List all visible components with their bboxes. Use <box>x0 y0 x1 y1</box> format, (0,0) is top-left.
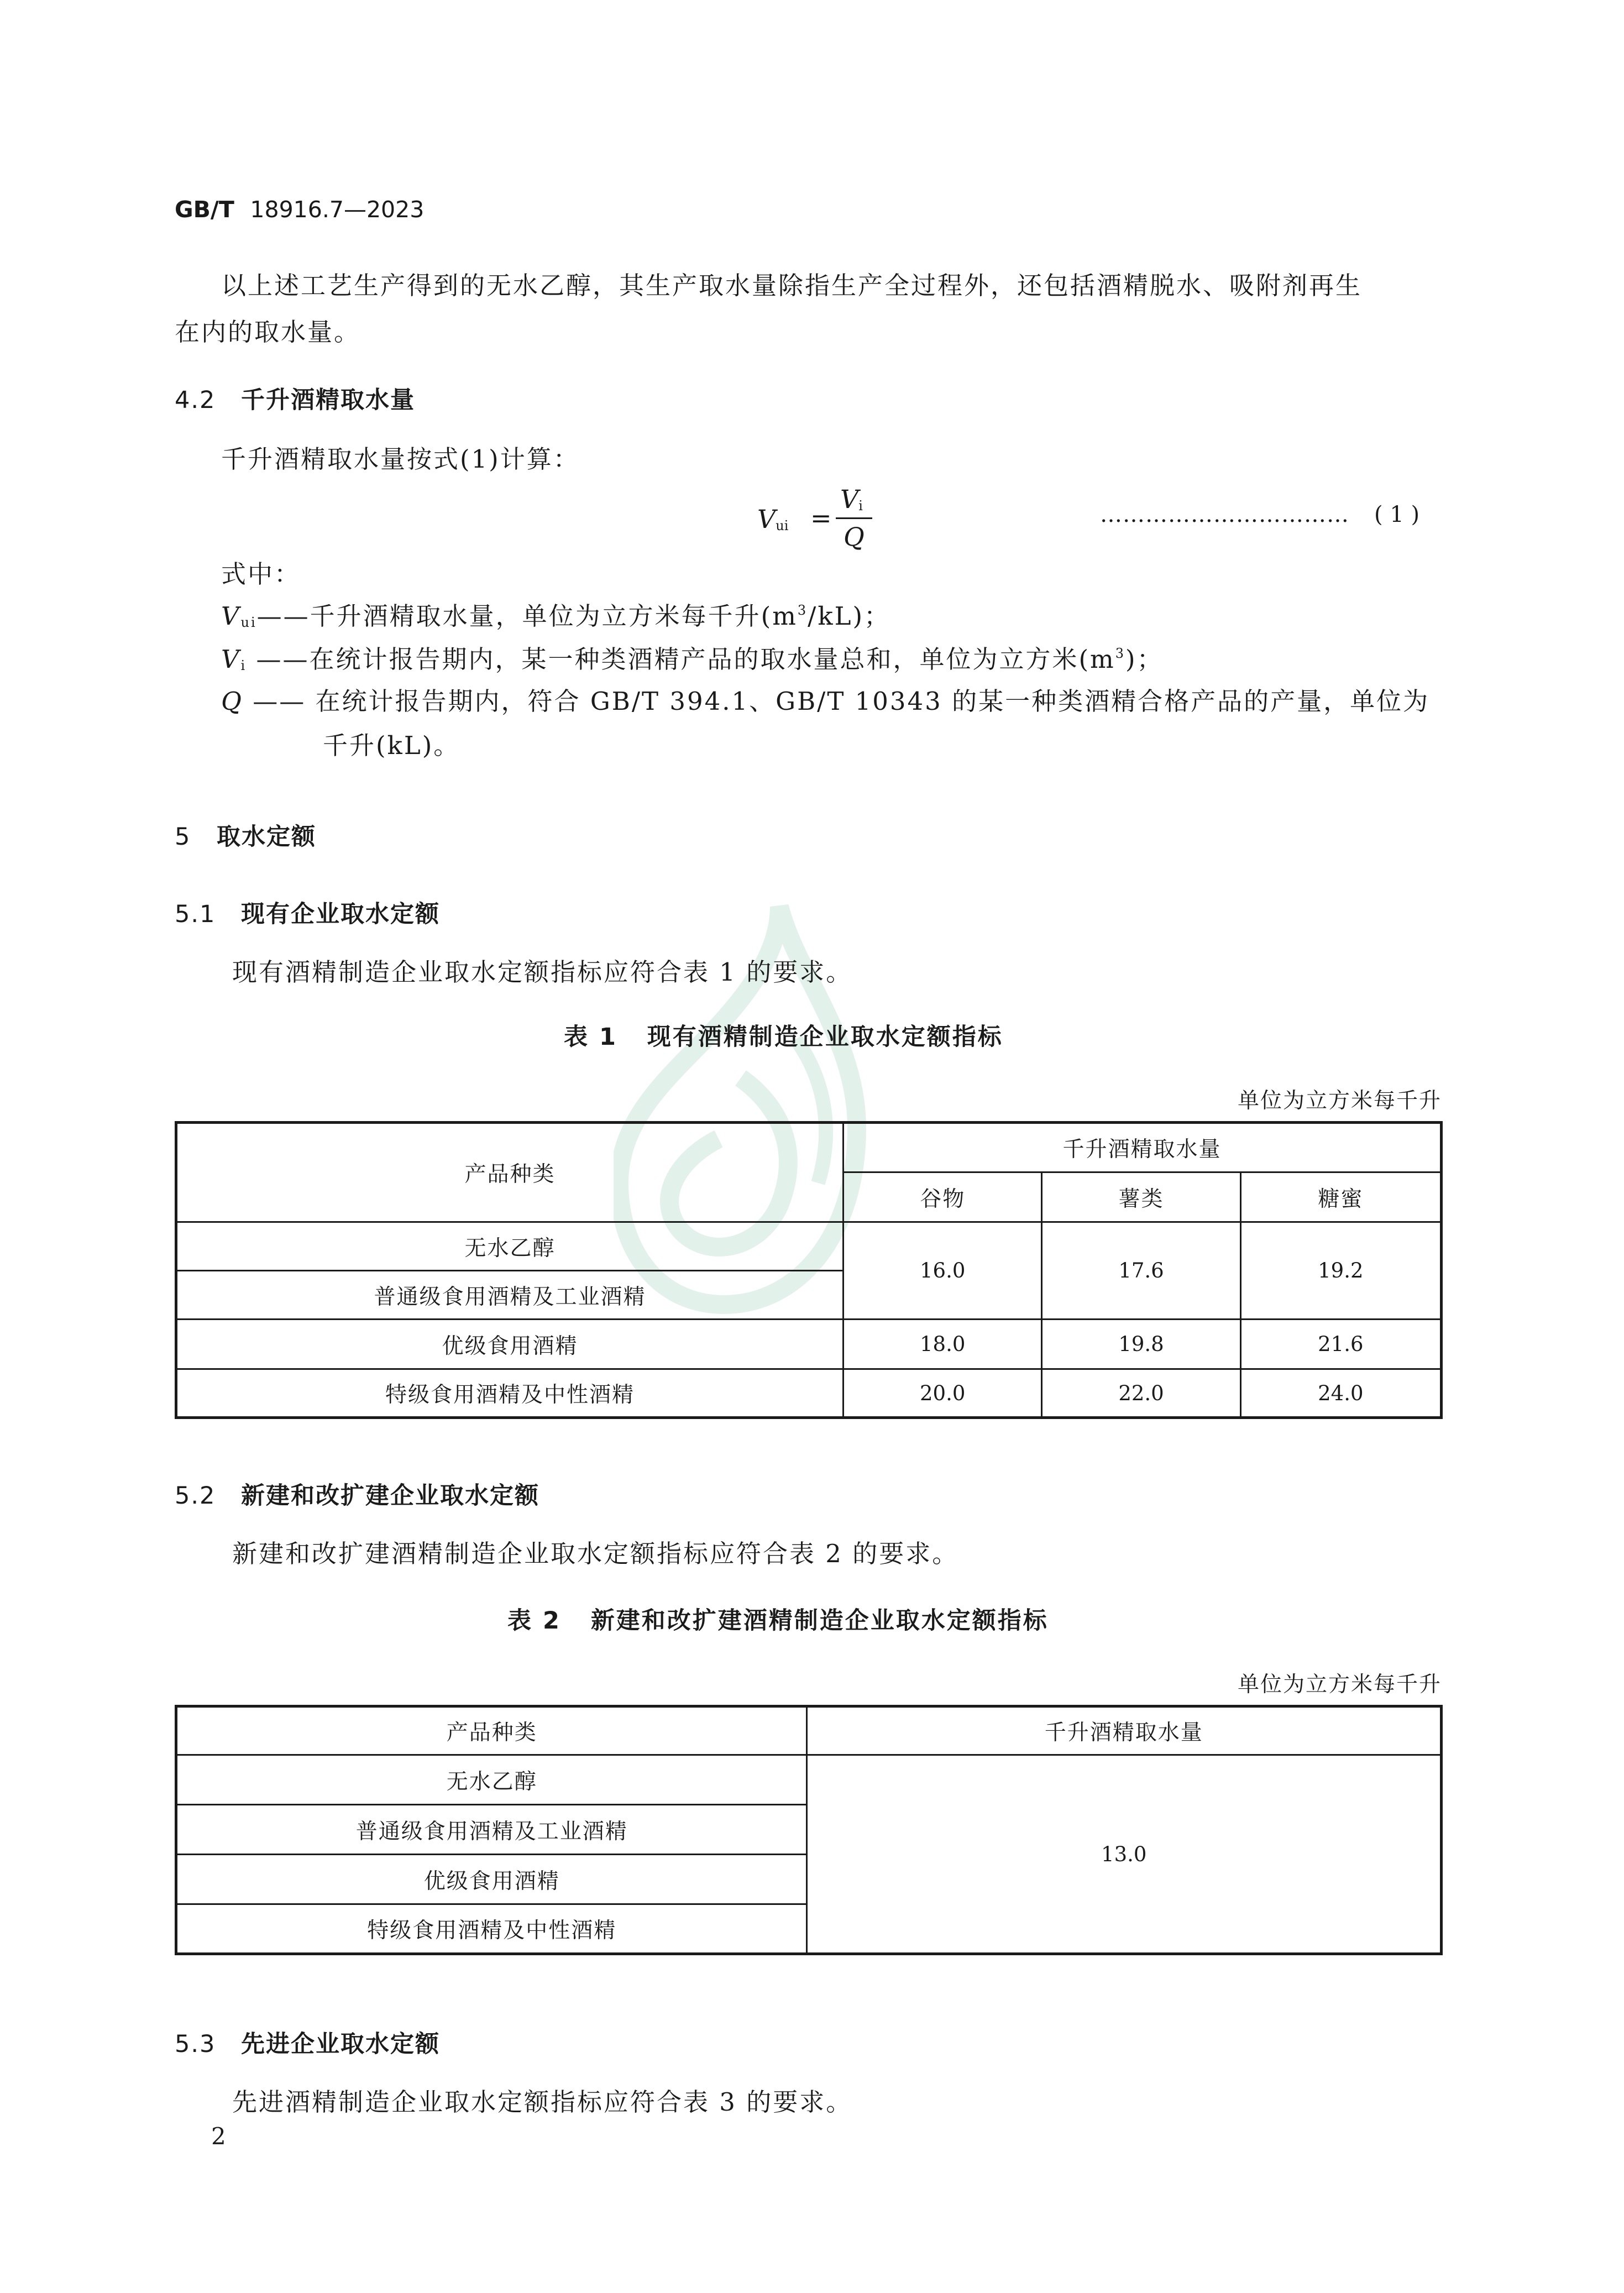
table-row-label: 无水乙醇 <box>176 1222 844 1271</box>
section-number: 5.2 <box>175 1482 216 1510</box>
table-1-caption: 表 1 现有酒精制造企业取水定额指标 <box>564 1023 1003 1051</box>
table-row-label: 无水乙醇 <box>176 1755 807 1805</box>
table-row-label: 优级食用酒精 <box>176 1855 807 1904</box>
definition-vi: $V_i$ ——在统计报告期内，某一种类酒精产品的取水量总和，单位为立方米$(m^3)$； <box>221 645 1164 674</box>
table-row-label: 普通级食用酒精及工业酒精 <box>176 1271 844 1320</box>
formula-leader-dots: …………………………… <box>1100 502 1349 527</box>
section-title: 取水定额 <box>217 823 316 851</box>
section-title: 先进企业取水定额 <box>241 2030 440 2058</box>
fraction-bar <box>836 517 872 519</box>
table-1-header-molasses: 糖蜜 <box>1240 1172 1441 1222</box>
section-5-3-heading <box>175 2025 440 2059</box>
section-number: 5.3 <box>175 2030 216 2058</box>
standard-code: 18916.7—2023 <box>250 196 425 223</box>
section-5-2-heading <box>175 1477 539 1511</box>
table-cell: 16.0 <box>844 1222 1042 1320</box>
s51-text: 现有酒精制造企业取水定额指标应符合表 1 的要求。 <box>232 957 853 987</box>
intro-line-2: 在内的取水量。 <box>175 317 361 347</box>
table-cell: 20.0 <box>844 1369 1042 1418</box>
table-cell: 19.2 <box>1240 1222 1441 1320</box>
s53-text: 先进酒精制造企业取水定额指标应符合表 3 的要求。 <box>232 2087 853 2117</box>
formula-equals: = <box>810 503 832 533</box>
table-cell: 17.6 <box>1042 1222 1240 1320</box>
table-2-header-product: 产品种类 <box>176 1706 807 1755</box>
definition-q-continued: 千升(kL)。 <box>323 731 460 760</box>
table-2-caption: 表 2 新建和改扩建酒精制造企业取水定额指标 <box>507 1607 1049 1635</box>
formula-numerator: $V_i$ <box>840 484 863 514</box>
section-title: 千升酒精取水量 <box>241 386 415 414</box>
table-1-header-product: 产品种类 <box>176 1123 844 1222</box>
standard-prefix: GB/T <box>175 196 234 223</box>
table-1-header-tuber: 薯类 <box>1042 1172 1240 1222</box>
standard-number <box>175 196 424 223</box>
table-cell: 24.0 <box>1240 1369 1441 1418</box>
s52-text: 新建和改扩建酒精制造企业取水定额指标应符合表 2 的要求。 <box>232 1539 959 1568</box>
table-cell: 18.0 <box>844 1320 1042 1369</box>
table-cell: 21.6 <box>1240 1320 1441 1369</box>
formula-lhs: $V_{ui}$ <box>757 504 789 534</box>
table-2-header-value: 千升酒精取水量 <box>807 1706 1442 1755</box>
table-row-label: 特级食用酒精及中性酒精 <box>176 1369 844 1418</box>
table-cell: 22.0 <box>1042 1369 1240 1418</box>
where-label: 式中： <box>221 559 301 589</box>
table-row-label: 普通级食用酒精及工业酒精 <box>176 1805 807 1855</box>
page-number: 2 <box>211 2123 226 2150</box>
section-title: 现有企业取水定额 <box>241 901 440 928</box>
formula-denominator: Q <box>844 522 865 552</box>
section-number: 5.1 <box>175 901 216 928</box>
table-1-header-group: 千升酒精取水量 <box>844 1123 1442 1172</box>
definition-q: Q —— 在统计报告期内，符合 GB/T 394.1、GB/T 10343 的某一种类酒精合格产品的产量，单位为 <box>221 687 1430 716</box>
table-row-label: 优级食用酒精 <box>176 1320 844 1369</box>
table-2 <box>175 1705 1443 1955</box>
s42-text: 千升酒精取水量按式(1)计算： <box>221 444 580 474</box>
table-1 <box>175 1121 1443 1419</box>
section-5-heading <box>175 818 316 852</box>
table-cell: 19.8 <box>1042 1320 1240 1369</box>
section-4-2-heading <box>175 381 415 415</box>
section-number: 5 <box>175 823 191 851</box>
table-1-header-grain: 谷物 <box>844 1172 1042 1222</box>
formula-1 <box>757 486 923 553</box>
table-cell: 13.0 <box>807 1755 1442 1954</box>
definition-vui: $V_{ui}——$千升酒精取水量，单位为立方米每千升$(m^3/kL)$； <box>221 601 891 631</box>
intro-line-1: 以上述工艺生产得到的无水乙醇，其生产取水量除指生产全过程外，还包括酒精脱水、吸附剂再生 <box>221 271 1363 300</box>
section-title: 新建和改扩建企业取水定额 <box>241 1482 539 1510</box>
section-5-1-heading <box>175 896 440 929</box>
table-1-unit: 单位为立方米每千升 <box>1237 1088 1442 1113</box>
table-2-unit: 单位为立方米每千升 <box>1237 1672 1442 1697</box>
formula-number: ( 1 ) <box>1374 502 1420 527</box>
table-row-label: 特级食用酒精及中性酒精 <box>176 1904 807 1954</box>
section-number: 4.2 <box>175 386 216 414</box>
